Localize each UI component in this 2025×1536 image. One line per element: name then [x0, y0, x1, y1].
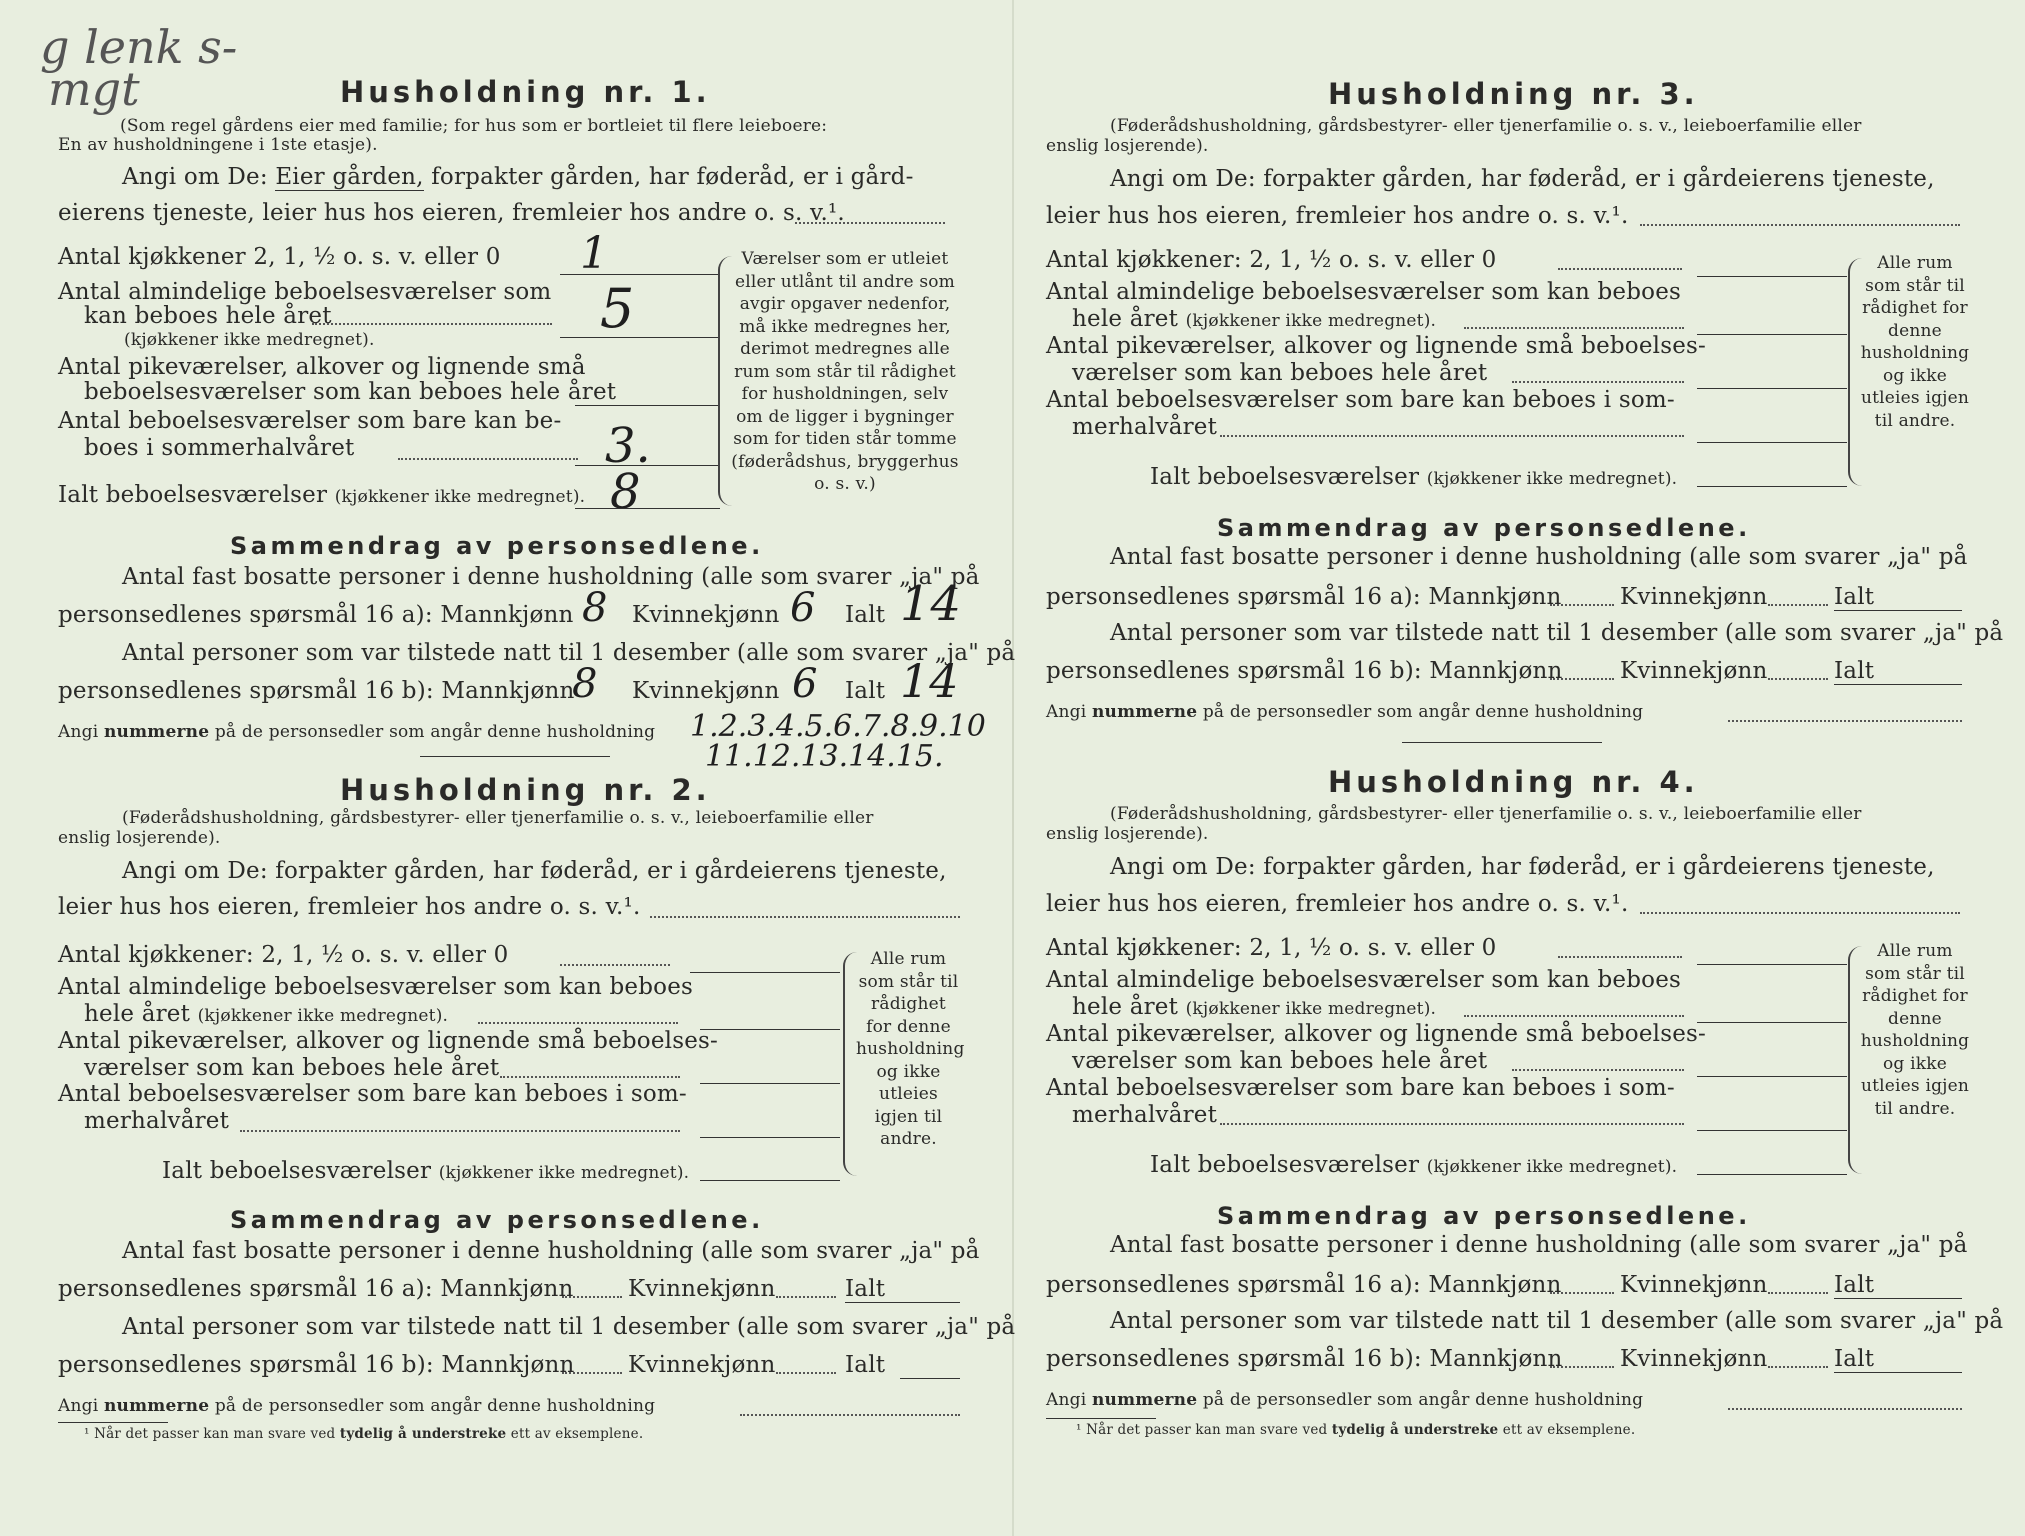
pike-answer-line: [1697, 1076, 1847, 1077]
tilst-ialt-answer-line: [1834, 684, 1962, 685]
alm-answer-line: [560, 337, 720, 338]
footnote-b: tydelig å understreke: [1331, 1422, 1499, 1438]
fast-line1: Antal fast bosatte personer i denne husholdning (alle som svarer „ja" på: [122, 1238, 980, 1264]
alm-note: (kjøkkener ikke medregnet).: [1185, 311, 1437, 331]
nummer-b: nummerne: [103, 1396, 210, 1416]
ialt-note: (kjøkkener ikke medregnet).: [438, 1163, 690, 1183]
alm-label-line1: Antal almindelige beboelsesværelser som kan beboes: [1046, 967, 1682, 993]
sommer-answer-line: [1697, 1130, 1847, 1131]
angi-answer-line: [795, 222, 945, 224]
tilst-mann-dots: [562, 1372, 622, 1374]
tilst-line2: personsedlenes spørsmål 16 b): Mannkjønn: [58, 1352, 575, 1378]
tilst-kvinne-dots: [1768, 1366, 1828, 1368]
ialt-note: (kjøkkener ikke medregnet).: [334, 487, 586, 507]
side-note-h2: Alle rum som står til rådighet for denne husholdning og ikke utleies igjen til andre.: [856, 949, 965, 1149]
nummer-c: på de personsedler som angår denne husholdning: [1202, 702, 1644, 722]
footnote-c: ett av eksemplene.: [1502, 1422, 1636, 1438]
household-4-note-line2: enslig losjerende).: [1046, 824, 1209, 844]
footnote-b: tydelig å understreke: [339, 1426, 507, 1442]
sommer-dots: [240, 1130, 680, 1132]
fast-line2: personsedlenes spørsmål 16 a): Mannkjønn: [1046, 584, 1562, 610]
household-3-angi-line2: leier hus hos eieren, fremleier hos andre o. s. v.¹.: [1046, 203, 1629, 229]
pike-label-line1: Antal pikeværelser, alkover og lignende små beboelses-: [58, 1028, 719, 1054]
alm-text: hele året: [84, 1001, 191, 1027]
alm-answer-line: [1697, 334, 1847, 335]
nummer-b: nummerne: [1091, 702, 1198, 722]
fast-kvinne-label: Kvinnekjønn: [1620, 584, 1768, 610]
fast-line2: personsedlenes spørsmål 16 a): Mannkjønn: [58, 1276, 574, 1302]
sommer-answer-line: [700, 1137, 840, 1138]
ialt-note: (kjøkkener ikke medregnet).: [1426, 1157, 1678, 1177]
household-4-angi-line1: Angi om De: forpakter gården, har føderåd, er i gårdeierens tjeneste,: [1110, 854, 1935, 880]
tilst-kvinne-dots: [776, 1372, 836, 1374]
kjokken-value: 1: [580, 228, 608, 279]
nummer-c: på de personsedler som angår denne husholdning: [214, 722, 656, 742]
nummer-a: Angi: [58, 722, 99, 742]
kjokken-label: Antal kjøkkener: 2, 1, ½ o. s. v. eller 0: [1046, 247, 1497, 273]
alm-dots: [1464, 327, 1684, 329]
angi-options: forpakter gården, har føderåd, er i gård-: [431, 164, 914, 190]
sommer-dots: [398, 458, 578, 460]
angi-answer-line: [1640, 224, 1960, 226]
household-2-note-line1: (Føderådshusholdning, gårdsbestyrer- eller tjenerfamilie o. s. v., leieboerfamilie eller: [122, 808, 874, 828]
tilst-mann-dots: [1550, 1366, 1614, 1368]
fast-ialt-value: 14: [900, 576, 962, 632]
fast-kvinne-dots: [776, 1296, 836, 1298]
nummer-c: på de personsedler som angår denne husholdning: [214, 1396, 656, 1416]
tilst-line2: personsedlenes spørsmål 16 b): Mannkjønn: [58, 678, 575, 704]
alm-label-line2: [1072, 308, 1436, 331]
tilst-ialt-label: Ialt: [845, 1352, 886, 1378]
ialt-note: (kjøkkener ikke medregnet).: [1426, 469, 1678, 489]
household-2-angi-line2: leier hus hos eieren, fremleier hos andre o. s. v.¹.: [58, 894, 641, 920]
tilst-line1: Antal personer som var tilstede natt til 1 desember (alle som svarer „ja" på: [122, 640, 1016, 666]
alm-dots: [478, 1022, 678, 1024]
pike-label-line1: Antal pikeværelser, alkover og lignende små beboelses-: [1046, 333, 1707, 359]
ialt-answer-line: [700, 1180, 840, 1181]
alm-note: (kjøkkener ikke medregnet).: [1185, 999, 1437, 1019]
fast-line1: Antal fast bosatte personer i denne husholdning (alle som svarer „ja" på: [122, 564, 980, 590]
kjokken-dots: [1558, 956, 1682, 958]
tilst-line1: Antal personer som var tilstede natt til 1 desember (alle som svarer „ja" på: [1110, 1308, 2004, 1334]
alm-note: (kjøkkener ikke medregnet).: [197, 1006, 449, 1026]
sommer-label-line1: Antal beboelsesværelser som bare kan beboes i som-: [1046, 387, 1675, 413]
fast-kvinne-label: Kvinnekjønn: [1620, 1272, 1768, 1298]
fast-line1: Antal fast bosatte personer i denne husholdning (alle som svarer „ja" på: [1110, 1232, 1968, 1258]
alm-text: hele året: [1072, 994, 1179, 1020]
fast-mann-dots: [1550, 1292, 1614, 1294]
ialt-text: Ialt beboelsesværelser: [1150, 464, 1420, 490]
household-1-angi-line2: eierens tjeneste, leier hus hos eieren, fremleier hos andre o. s. v.¹.: [58, 200, 845, 226]
pike-dots: [500, 1076, 680, 1078]
alm-dots: [1464, 1015, 1684, 1017]
tilst-line1: Antal personer som var tilstede natt til 1 desember (alle som svarer „ja" på: [122, 1314, 1016, 1340]
nummer-label: [58, 1398, 655, 1415]
tilst-mann-value: 8: [572, 661, 598, 707]
tilst-ialt-label: Ialt: [845, 678, 886, 704]
fast-kvinne-label: Kvinnekjønn: [628, 1276, 776, 1302]
pike-label-line2: værelser som kan beboes hele året: [1072, 360, 1488, 386]
household-1-note-line1: (Som regel gårdens eier med familie; for hus som er bortleiet til flere leieboere:: [120, 116, 828, 136]
tilst-kvinne-label: Kvinnekjønn: [1620, 658, 1768, 684]
ialt-label: [58, 484, 585, 507]
pike-label-line1: Antal pikeværelser, alkover og lignende små beboelses-: [1046, 1021, 1707, 1047]
tilst-kvinne-dots: [1768, 678, 1828, 680]
side-note-h3: Alle rum som står til rådighet for denne husholdning og ikke utleies igjen til andre.: [1860, 253, 1970, 431]
margin-note-line2: mgt: [48, 62, 140, 116]
section-divider: [1402, 742, 1602, 743]
ialt-value: 8: [610, 464, 641, 520]
ialt-answer-line: [1697, 1174, 1847, 1175]
margin-note-line1: g lenk s-: [40, 20, 238, 74]
pike-answer-line: [700, 1083, 840, 1084]
pike-label-line2: værelser som kan beboes hele året: [1072, 1048, 1488, 1074]
footnote-c: ett av eksemplene.: [510, 1426, 644, 1442]
tilst-line2: personsedlenes spørsmål 16 b): Mannkjønn: [1046, 658, 1563, 684]
nummer-b: nummerne: [1091, 1390, 1198, 1410]
nummer-label: [1046, 704, 1643, 721]
tilst-kvinne-value: 6: [792, 661, 818, 707]
fast-ialt-label: Ialt: [1834, 1272, 1875, 1298]
pike-answer-line: [1697, 388, 1847, 389]
footnote-rule: [58, 1422, 168, 1423]
fast-kvinne-dots: [1768, 1292, 1828, 1294]
pike-dots: [1512, 1069, 1684, 1071]
nummer-a: Angi: [58, 1396, 99, 1416]
kjokken-label: Antal kjøkkener: 2, 1, ½ o. s. v. eller 0: [58, 942, 509, 968]
tilst-kvinne-label: Kvinnekjønn: [628, 1352, 776, 1378]
ialt-label: [1150, 1154, 1677, 1177]
fast-kvinne-value: 6: [790, 585, 816, 631]
angi-answer-line: [650, 916, 960, 918]
household-2-angi-line1: Angi om De: forpakter gården, har føderåd, er i gårdeierens tjeneste,: [122, 858, 947, 884]
tilst-ialt-answer-line: [900, 1378, 960, 1379]
kjokken-dots: [1558, 268, 1682, 270]
household-4-title: Husholdning nr. 4.: [1328, 765, 1699, 799]
side-note-h4: Alle rum som står til rådighet for denne husholdning og ikke utleies igjen til andre.: [1860, 941, 1970, 1119]
sommer-label-line2: boes i sommerhalvåret: [84, 435, 355, 461]
footnote: [84, 1428, 643, 1442]
fast-kvinne-label: Kvinnekjønn: [632, 602, 780, 628]
summary-title: Sammendrag av personsedlene.: [1217, 514, 1751, 542]
summary-title: Sammendrag av personsedlene.: [230, 1206, 764, 1234]
alm-label-line2: [84, 1003, 448, 1026]
pike-dots: [1512, 381, 1684, 383]
fast-ialt-answer-line: [1834, 1298, 1962, 1299]
fast-line2: personsedlenes spørsmål 16 a): Mannkjønn: [1046, 1272, 1562, 1298]
nummer-a: Angi: [1046, 1390, 1087, 1410]
kjokken-dots: [560, 964, 670, 966]
tilst-mann-dots: [1550, 678, 1614, 680]
sommer-dots: [1220, 435, 1684, 437]
kjokken-answer-line: [690, 972, 840, 973]
ialt-label: [1150, 466, 1677, 489]
fast-line2: personsedlenes spørsmål 16 a): Mannkjønn: [58, 602, 574, 628]
nummer-value-line2: 11.12.13.14.15.: [705, 739, 944, 774]
fast-mann-value: 8: [582, 585, 608, 631]
summary-title: Sammendrag av personsedlene.: [230, 532, 764, 560]
alm-label-note: (kjøkkener ikke medregnet).: [124, 330, 375, 350]
pike-label-line2: beboelsesværelser som kan beboes hele året: [84, 379, 617, 405]
alm-label-line2: [1072, 996, 1436, 1019]
kjokken-answer-line: [560, 274, 720, 275]
household-3-note-line1: (Føderådshusholdning, gårdsbestyrer- eller tjenerfamilie o. s. v., leieboerfamilie eller: [1110, 116, 1862, 136]
household-4-note-line1: (Føderådshusholdning, gårdsbestyrer- eller tjenerfamilie o. s. v., leieboerfamilie eller: [1110, 804, 1862, 824]
ialt-text: Ialt beboelsesværelser: [1150, 1152, 1420, 1178]
nummer-answer-line: [1728, 1408, 1962, 1410]
alm-answer-line: [1697, 1022, 1847, 1023]
tilst-kvinne-label: Kvinnekjønn: [1620, 1346, 1768, 1372]
fast-mann-dots: [562, 1296, 622, 1298]
right-page: [1012, 0, 2012, 1536]
nummer-value-line1: 1.2.3.4.5.6.7.8.9.10: [690, 709, 986, 744]
angi-label: Angi om De:: [122, 164, 268, 190]
fast-kvinne-dots: [1768, 604, 1828, 606]
ialt-text: Ialt beboelsesværelser: [162, 1158, 432, 1184]
nummer-answer-line: [740, 1414, 960, 1416]
tilst-ialt-answer-line: [1834, 1372, 1962, 1373]
summary-title: Sammendrag av personsedlene.: [1217, 1202, 1751, 1230]
tilst-line1: Antal personer som var tilstede natt til 1 desember (alle som svarer „ja" på: [1110, 620, 2004, 646]
nummer-label: [1046, 1392, 1643, 1409]
sommer-label-line2: merhalvåret: [84, 1108, 230, 1134]
household-4-angi-line2: leier hus hos eieren, fremleier hos andre o. s. v.¹.: [1046, 891, 1629, 917]
fast-line1: Antal fast bosatte personer i denne husholdning (alle som svarer „ja" på: [1110, 544, 1968, 570]
sommer-label-line2: merhalvåret: [1072, 414, 1218, 440]
household-2-title: Husholdning nr. 2.: [340, 773, 711, 807]
kjokken-label: Antal kjøkkener: 2, 1, ½ o. s. v. eller 0: [1046, 935, 1497, 961]
sommer-value: 3.: [605, 418, 651, 474]
fast-ialt-answer-line: [1834, 610, 1962, 611]
angi-answer-line: [1640, 912, 1960, 914]
household-3-title: Husholdning nr. 3.: [1328, 77, 1699, 111]
pike-label-line1: Antal pikeværelser, alkover og lignende små: [58, 354, 586, 380]
sommer-answer-line: [1697, 442, 1847, 443]
tilst-kvinne-label: Kvinnekjønn: [632, 678, 780, 704]
footnote-rule: [1046, 1418, 1156, 1419]
alm-dots: [312, 323, 552, 325]
household-1-angi-line1: [122, 166, 914, 189]
side-note-h1: Værelser som er utleiet eller utlånt til andre som avgir opgaver nedenfor, må ikke medregnes her, derimot medregnes alle rum som står til rådighet for husholdningen, selv om de ligger i bygninger som for tiden står tomme (føderådshus, bryggerhus o. s. v.): [731, 249, 959, 494]
nummer-answer-line: [1728, 720, 1962, 722]
tilst-line2: personsedlenes spørsmål 16 b): Mannkjønn: [1046, 1346, 1563, 1372]
fast-ialt-label: Ialt: [845, 1276, 886, 1302]
nummer-a: Angi: [1046, 702, 1087, 722]
pike-answer-line: [575, 405, 720, 406]
sommer-dots: [1220, 1123, 1684, 1125]
tilst-ialt-value: 14: [900, 654, 959, 708]
nummer-c: på de personsedler som angår denne husholdning: [1202, 1390, 1644, 1410]
ialt-text: Ialt beboelsesværelser: [58, 482, 328, 508]
eier-garden-underlined: Eier gården,: [275, 164, 424, 190]
kjokken-answer-line: [1697, 276, 1847, 277]
footnote-a: ¹ Når det passer kan man svare ved: [1076, 1422, 1328, 1438]
kjokken-answer-line: [1697, 964, 1847, 965]
sommer-label-line1: Antal beboelsesværelser som bare kan be-: [58, 408, 562, 434]
fast-ialt-label: Ialt: [845, 602, 886, 628]
household-1-title: Husholdning nr. 1.: [340, 75, 711, 109]
sommer-label-line1: Antal beboelsesværelser som bare kan beboes i som-: [58, 1081, 687, 1107]
section-divider: [420, 756, 610, 757]
pike-label-line2: værelser som kan beboes hele året: [84, 1055, 500, 1081]
footnote-a: ¹ Når det passer kan man svare ved: [84, 1426, 336, 1442]
alm-answer-line: [700, 1029, 840, 1030]
household-3-note-line2: enslig losjerende).: [1046, 136, 1209, 156]
alm-text: hele året: [1072, 306, 1179, 332]
alm-label-line1: Antal almindelige beboelsesværelser som kan beboes: [58, 974, 694, 1000]
sommer-label-line1: Antal beboelsesværelser som bare kan beboes i som-: [1046, 1075, 1675, 1101]
nummer-b: nummerne: [103, 722, 210, 742]
fast-ialt-answer-line: [845, 1302, 960, 1303]
kjokken-label: Antal kjøkkener 2, 1, ½ o. s. v. eller 0: [58, 244, 501, 270]
household-1-note-line2: En av husholdningene i 1ste etasje).: [58, 135, 378, 155]
sommer-label-line2: merhalvåret: [1072, 1102, 1218, 1128]
tilst-ialt-label: Ialt: [1834, 658, 1875, 684]
sommer-answer-line: [575, 465, 720, 466]
ialt-answer-line: [1697, 486, 1847, 487]
tilst-ialt-label: Ialt: [1834, 1346, 1875, 1372]
alm-label-line2: kan beboes hele året: [84, 303, 332, 329]
alm-label-line1: Antal almindelige beboelsesværelser som: [58, 279, 552, 305]
footnote: [1076, 1424, 1635, 1438]
fast-mann-dots: [1550, 604, 1614, 606]
household-2-note-line2: enslig losjerende).: [58, 828, 221, 848]
ialt-label: [162, 1160, 689, 1183]
nummer-label: [58, 724, 655, 741]
fast-ialt-label: Ialt: [1834, 584, 1875, 610]
ialt-answer-line: [575, 508, 720, 509]
alm-label-line1: Antal almindelige beboelsesværelser som kan beboes: [1046, 279, 1682, 305]
alm-value: 5: [600, 277, 635, 340]
household-3-angi-line1: Angi om De: forpakter gården, har føderåd, er i gårdeierens tjeneste,: [1110, 166, 1935, 192]
